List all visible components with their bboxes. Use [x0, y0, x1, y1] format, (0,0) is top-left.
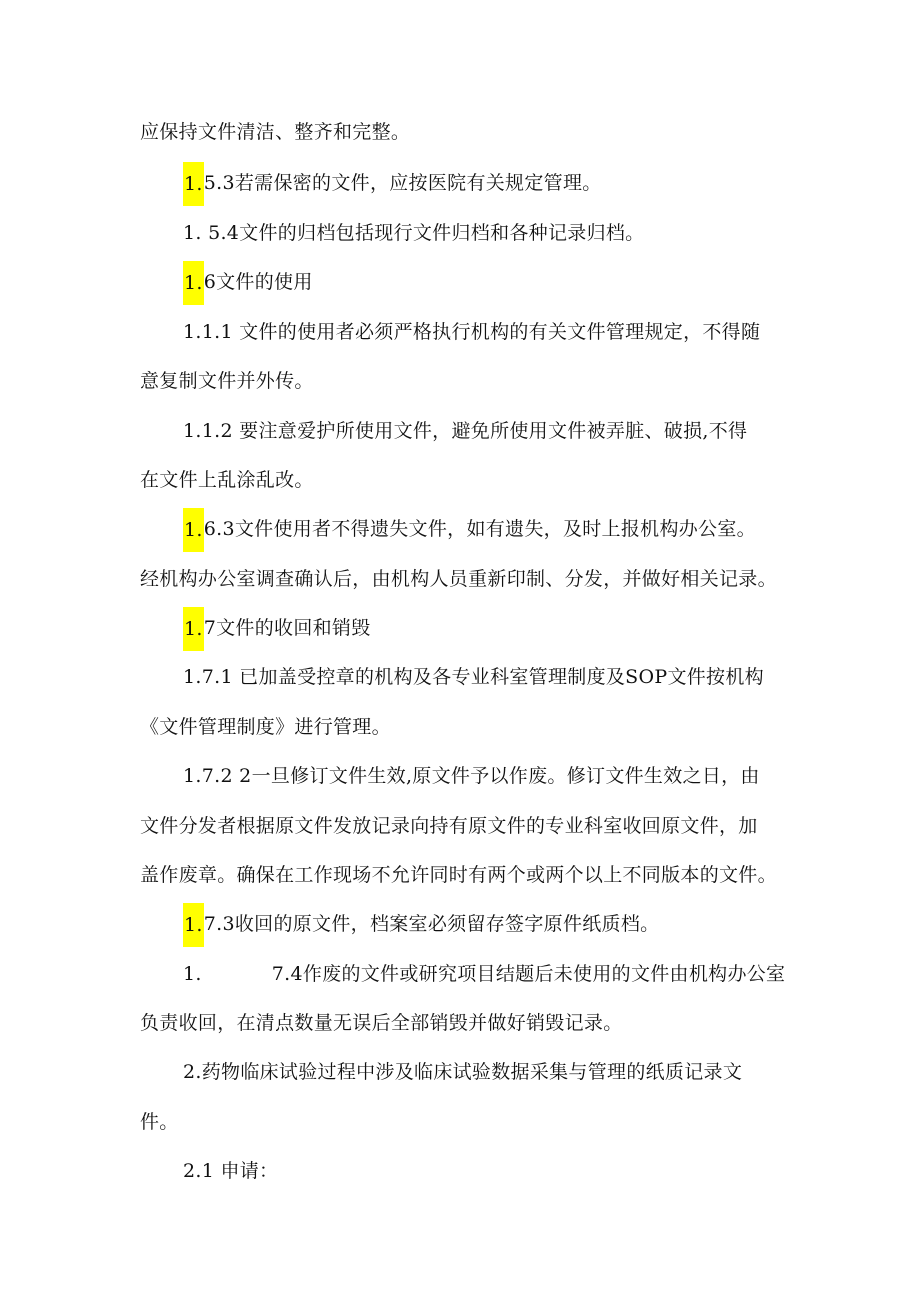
highlight-mark: 1. — [183, 903, 204, 947]
highlight-mark: 1. — [183, 607, 204, 651]
text-line: 1.7.1 已加盖受控章的机构及各专业科室管理制度及SOP文件按机构 — [183, 666, 764, 688]
text-line: 1.7.3收回的原文件，档案室必须留存签字原件纸质档。 — [183, 912, 659, 937]
text-line: 1.7.2 2一旦修订文件生效,原文件予以作废。修订文件生效之日，由 — [183, 765, 760, 787]
text-line: 1.7文件的收回和销毁 — [183, 616, 371, 641]
highlight-mark: 1. — [183, 162, 204, 206]
highlight-mark: 1. — [183, 508, 204, 552]
text-line: 2.药物临床试验过程中涉及临床试验数据采集与管理的纸质记录文 — [183, 1061, 743, 1083]
text-line: 文件分发者根据原文件发放记录向持有原文件的专业科室收回原文件，加 — [140, 815, 758, 837]
text-line: 经机构办公室调查确认后，由机构人员重新印制、分发，并做好相关记录。 — [140, 568, 777, 590]
text-line: 1.1.2 要注意爱护所使用文件，避免所使用文件被弄脏、破损,不得 — [183, 420, 748, 442]
text-line: 1.1.1 文件的使用者必须严格执行机构的有关文件管理规定，不得随 — [183, 321, 761, 343]
text-line: 件。 — [140, 1111, 179, 1133]
text-line: 2.1 申请： — [183, 1160, 279, 1182]
text-line: 《文件管理制度》进行管理。 — [140, 716, 391, 738]
text-line: 意复制文件并外传。 — [140, 370, 314, 392]
text-line: 1.5.3若需保密的文件，应按医院有关规定管理。 — [183, 171, 602, 196]
text-line: 1.6文件的使用 — [183, 270, 313, 295]
highlight-mark: 1. — [183, 261, 204, 305]
text-line: 在文件上乱涂乱改。 — [140, 469, 314, 491]
text-line: 1.6.3文件使用者不得遗失文件，如有遗失，及时上报机构办公室。 — [183, 517, 756, 542]
text-line: 1. 7.4作废的文件或研究项目结题后未使用的文件由机构办公室 — [183, 963, 786, 985]
text-line: 1. 5.4文件的归档包括现行文件归档和各种记录归档。 — [183, 222, 645, 244]
text-line: 应保持文件清洁、整齐和完整。 — [140, 121, 411, 143]
text-line: 盖作废章。确保在工作现场不允许同时有两个或两个以上不同版本的文件。 — [140, 864, 777, 886]
text-line: 负责收回，在清点数量无误后全部销毁并做好销毁记录。 — [140, 1012, 623, 1034]
